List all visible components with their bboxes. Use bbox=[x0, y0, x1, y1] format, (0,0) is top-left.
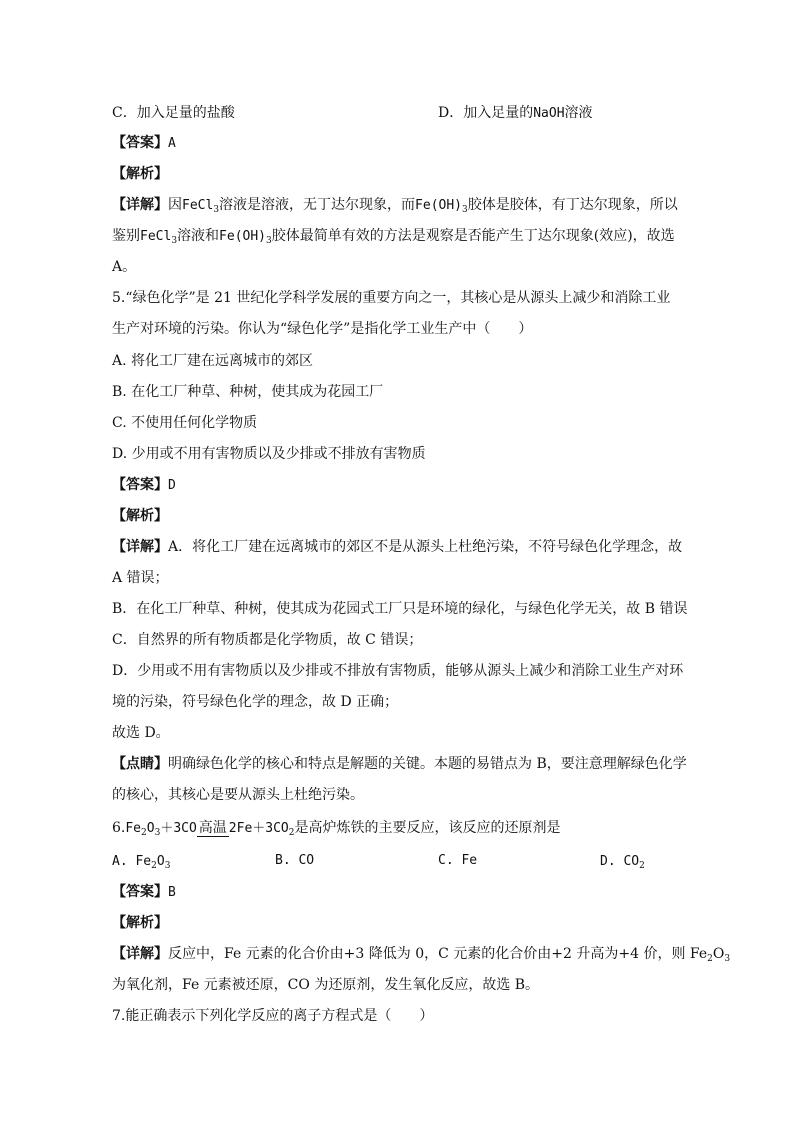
detail-label: 【详解】 bbox=[112, 539, 168, 555]
q6-stem bbox=[112, 818, 692, 839]
text: 溶液是溶液，无丁达尔现象，而 bbox=[219, 197, 416, 213]
formula: ＋3CO bbox=[160, 821, 197, 836]
q5-detail-line-6: 境的污染，符号绿色化学的理念，故 D 正确； bbox=[112, 694, 399, 710]
q6-option-d bbox=[600, 851, 645, 872]
q4-option-d bbox=[438, 103, 593, 124]
answer-label: 【答案】 bbox=[112, 477, 168, 493]
answer-value: A bbox=[168, 136, 176, 151]
q4-option-d-prefix: D．加入足量的 bbox=[438, 105, 534, 121]
formula: FeCl bbox=[182, 198, 214, 213]
formula: O bbox=[156, 854, 165, 869]
text: 溶液和 bbox=[177, 228, 220, 244]
q6-option-b: B. CO bbox=[275, 853, 315, 868]
formula: Fe bbox=[125, 821, 142, 836]
subscript: 3 bbox=[266, 236, 272, 246]
q5-detail-line-4: C．自然界的所有物质都是化学物质，故 C 错误； bbox=[112, 632, 423, 648]
subscript: 3 bbox=[164, 861, 171, 871]
q5-detail-line-2: A 错误； bbox=[112, 570, 169, 586]
point-label: 【点睛】 bbox=[112, 756, 168, 772]
formula: Fe bbox=[135, 854, 152, 869]
q5-detail-line-5: D．少用或不用有害物质以及少排或不排放有害物质，能够从源头上减少和消除工业生产对环 bbox=[112, 663, 684, 679]
q6-option-a bbox=[112, 851, 170, 872]
q4-detail-line-3: A。 bbox=[112, 259, 137, 275]
subscript: 3 bbox=[213, 205, 220, 215]
subscript: 2 bbox=[288, 828, 295, 838]
q6-detail-line-2: 为氧化剂，Fe 元素被还原，CO 为还原剂，发生氧化反应，故选 B。 bbox=[112, 977, 540, 993]
text: O bbox=[712, 946, 725, 962]
subscript: 2 bbox=[639, 861, 645, 871]
q5-stem-line-1: 5.“绿色化学”是 21 世纪化学科学发展的重要方向之一，其核心是从源头上减少和消除工业 bbox=[112, 290, 671, 306]
reaction-arrow-bar bbox=[197, 836, 229, 837]
formula: Fe(OH) bbox=[415, 198, 463, 213]
text: 鉴别 bbox=[112, 228, 140, 244]
q5-point-line-1 bbox=[112, 754, 692, 774]
q4-option-d-code: NaOH bbox=[533, 106, 565, 121]
condition-text: 高温 bbox=[198, 820, 227, 836]
q4-detail-line-2 bbox=[112, 226, 692, 247]
q5-detail-line-7: 故选 D。 bbox=[112, 725, 170, 741]
subscript: 3 bbox=[462, 205, 468, 215]
q4-option-d-suffix: 溶液 bbox=[564, 105, 593, 121]
formula: FeCl bbox=[140, 229, 172, 244]
subscript: 3 bbox=[171, 236, 178, 246]
q6-analysis-label: 【解析】 bbox=[112, 915, 168, 931]
q5-point-line-2: 的核心，其核心是要从源头上杜绝污染。 bbox=[112, 787, 364, 803]
text: 是高炉炼铁的主要反应，该反应的还原剂是 bbox=[294, 820, 561, 836]
answer-value: B bbox=[168, 885, 176, 900]
answer-value: D bbox=[168, 478, 176, 493]
subscript: 2 bbox=[151, 861, 157, 871]
text: 因 bbox=[168, 197, 182, 213]
q6-answer bbox=[112, 882, 692, 903]
option-label: A. bbox=[112, 854, 136, 869]
detail-label: 【详解】 bbox=[112, 946, 168, 962]
q5-detail-line-1 bbox=[112, 537, 692, 557]
answer-label: 【答案】 bbox=[112, 135, 168, 151]
q5-detail-line-3: B．在化工厂种草、种树，使其成为花园式工厂只是环境的绿化，与绿色化学无关，故 B 错误 bbox=[112, 601, 688, 617]
reaction-condition bbox=[197, 818, 229, 838]
q5-option-a: A. 将化工厂建在远离城市的郊区 bbox=[112, 353, 314, 369]
formula: O bbox=[146, 821, 155, 836]
detail-label: 【详解】 bbox=[112, 197, 168, 213]
q7-stem: 7.能正确表示下列化学反应的离子方程式是（ ） bbox=[112, 1008, 434, 1024]
text: 胶体最简单有效的方法是观察是否能产生丁达尔现象(效应)，故选 bbox=[271, 228, 675, 244]
q4-analysis-label: 【解析】 bbox=[112, 166, 168, 182]
q5-option-d: D. 少用或不用有害物质以及少排或不排放有害物质 bbox=[112, 446, 426, 462]
question-number: 6. bbox=[112, 820, 126, 836]
text: 明确绿色化学的核心和特点是解题的关键。本题的易错点为 B，要注意理解绿色化学 bbox=[168, 756, 687, 772]
q6-option-c: C. Fe bbox=[438, 853, 478, 868]
q5-analysis-label: 【解析】 bbox=[112, 508, 168, 524]
text: 反应中，Fe 元素的化合价由+3 降低为 0，C 元素的化合价由+2 升高为+4 价，则 Fe bbox=[168, 946, 708, 962]
formula: D. CO bbox=[600, 854, 640, 869]
subscript: 3 bbox=[154, 828, 161, 838]
subscript: 3 bbox=[724, 954, 731, 964]
subscript: 2 bbox=[707, 954, 713, 964]
q5-stem-line-2: 生产对环境的污染。你认为“绿色化学”是指化学工业生产中（ ） bbox=[112, 321, 533, 337]
q4-detail-line-1 bbox=[112, 195, 692, 216]
q5-option-b: B. 在化工厂种草、种树，使其成为花园工厂 bbox=[112, 384, 384, 400]
q4-option-c: C．加入足量的盐酸 bbox=[112, 105, 235, 121]
q5-answer bbox=[112, 475, 692, 496]
answer-label: 【答案】 bbox=[112, 884, 168, 900]
q5-option-c: C. 不使用任何化学物质 bbox=[112, 415, 258, 431]
formula: 2Fe＋3CO bbox=[228, 821, 289, 836]
subscript: 2 bbox=[141, 828, 147, 838]
text: A．将化工厂建在远离城市的郊区不是从源头上杜绝污染，不符号绿色化学理念，故 bbox=[168, 539, 683, 555]
q4-option-c-row bbox=[112, 103, 692, 123]
text: 胶体是胶体，有丁达尔现象，所以 bbox=[467, 197, 678, 213]
q6-detail-line-1 bbox=[112, 944, 731, 964]
q4-answer bbox=[112, 133, 692, 154]
formula: Fe(OH) bbox=[219, 229, 267, 244]
